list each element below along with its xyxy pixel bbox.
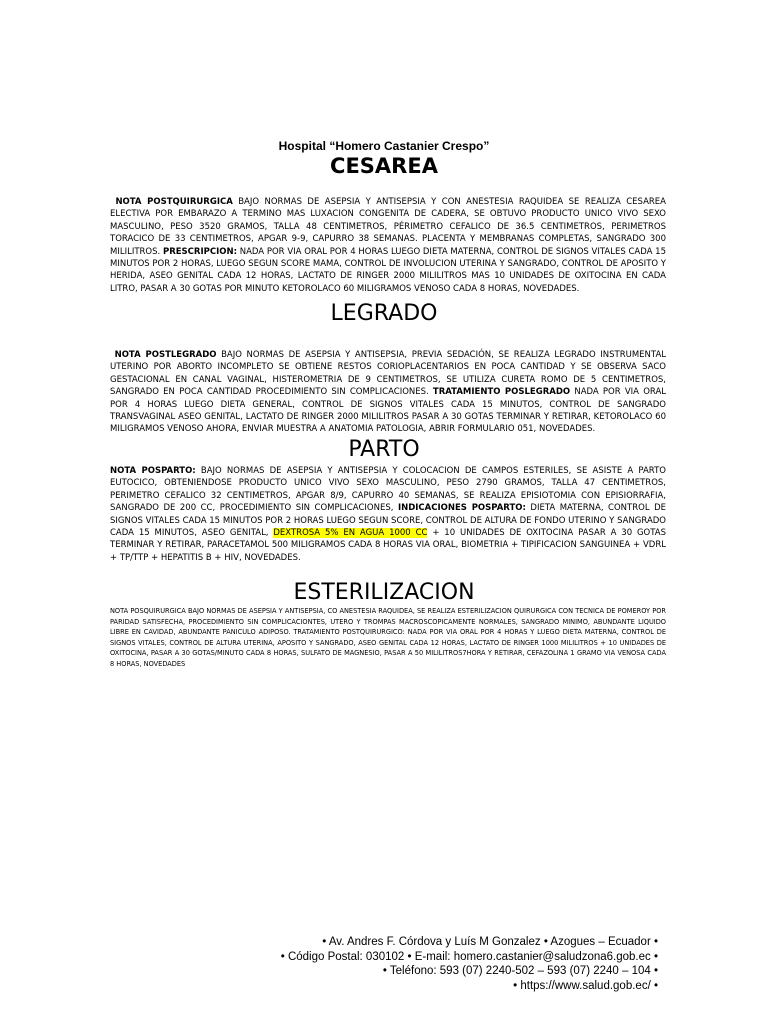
parto-note (110, 465, 666, 564)
parto-indications-body: DIETA MATERNA, CONTROL DE SIGNOS VITALES CADA 15 MINUTOS POR 2 HORAS LUEGO SEGUN SCORE, CONTROL DE ALTURA DE FONDO UTERINO Y SANGRADO CADA 15 MINUTOS, ASEO GENITAL, (110, 503, 666, 539)
cesarea-note-lead: NOTA POSTQUIRURGICA (115, 197, 233, 207)
legrado-treatment-body: NADA POR VIA ORAL POR 4 HORAS LUEGO DIETA GENERAL, CONTROL DE SIGNOS VITALES CADA 15 MINUTOS, CONTROL DE SANGRADO TRANSVAGINAL ASEO GENITAL, LACTATO DE RINGER 2000 MILILITROS PASAR A 30 GOTAS TERMINAR Y RETIRAR, KETOROLACO 60 MILIGRAMOS VENOSO AHORA, ENVIAR MUESTRA A ANATOMIA PATOLOGIA, ABRIR FORMULARIO 051, NOVEDADES. (110, 387, 667, 435)
footer-phone: • Teléfono: 593 (07) 2240-502 – 593 (07) 2240 – 104 • (382, 965, 658, 977)
footer-postal-email: • Código Postal: 030102 • E-mail: homero.castanier@saludzona6.gob.ec • (280, 950, 658, 963)
legrado-note-lead: NOTA POSTLEGRADO (114, 350, 217, 360)
hospital-name: Hospital “Homero Castanier Crespo” (278, 139, 490, 153)
page-title: CESAREA (330, 154, 438, 178)
highlighted-dextrosa: DEXTROSA 5% EN AGUA 1000 CC (273, 528, 428, 539)
cesarea-prescription-label: PRESCRIPCION: (162, 246, 237, 257)
esterilizacion-note: NOTA POSQUIRURGICA BAJO NORMAS DE ASEPSIA Y ANTISEPSIA, CO ANESTESIA RAQUIDEA, SE REALIZA ESTERILIZACION QUIRURGICA CON TECNICA DE POMEROY POR PARIDAD SATISFECHA, PROCEDIMIENTO SIN COMPLICACIONTES, UTERO Y TROMPAS MACROSCOPICAMENTE NORMALES, SANGRADO MINIMO, ABUNDANTE LIQUIDO LIBRE EN CAVIDAD, ABUNDANTE PANICULO ADIPOSO. TRATAMIENTO POSTQUIRURGICO: NADA POR VIA ORAL POR 4 HORAS Y LUEGO DIETA MATERNA, CONTROL DE SIGNOS VITALES, CONTROL DE ALTURA UTERINA, APOSITO Y SANGRADO, ASEO GENITAL CADA 12 HORAS, LACTATO DE RINGER 1000 MILILITROS + 10 UNIDADES DE OXITOCINA, PASAR A 30 GOTAS/MINUTO CADA 8 HORAS, SULFATO DE MAGNESIO, PASAR A 50 MILILITROS7HORA Y RETIRAR, CEFAZOLINA 1 GRAMO VIA VENOSA CADA 8 HORAS, NOVEDADES (110, 607, 666, 668)
legrado-treatment-label: TRATAMIENTO POSLEGRADO (432, 387, 571, 398)
legrado-note (110, 349, 666, 436)
parto-indications-body-end: + 10 UNIDADES DE OXITOCINA PASAR A 30 GOTAS TERMINAR Y RETIRAR, PARACETAMOL 500 MILIGRAMOS CADA 8 HORAS VIA ORAL, BIOMETRIA + TIPIFICACION SANGUINEA + VDRL + TP/TTP + HEPATITIS B + HIV, NOVEDADES. (110, 528, 666, 563)
parto-note-body: BAJO NORMAS DE ASEPSIA Y ANTISEPSIA Y COLOCACION DE CAMPOS ESTERILES, SE ASISTE A PARTO EUTOCICO, OBTENIENDOSE PRODUCTO UNICO VIVO SEXO MASCULINO, PESO 2790 GRAMOS, TALLA 47 CENTIMETROS, PERIMETRO CEFALICO 32 CENTIMETROS, APGAR 8/9, CAPURRO 40 SEMANAS, SE REALIZA EPISIOTOMIA CON EPISIORRAFIA, SANGRADO DE 200 CC, PROCEDIMIENTO SIN COMPLICACIONES, (110, 466, 666, 514)
cesarea-note-body: BAJO NORMAS DE ASEPSIA Y ANTISEPSIA Y CON ANESTESIA RAQUIDEA SE REALIZA CESAREA ELECTIVA POR EMBARAZO A TERMINO MAS LUXACION CONGENITA DE CADERA, SE OBTUVO PRODUCTO UNICO VIVO SEXO MASCULINO, PESO 3520 GRAMOS, TALLA 48 CENTIMETROS, PÉRIMETRO CEFALICO DE 36.5 CENTIMETROS, PERIMETROS TORACICO DE 33 CENTIMETROS, APGAR 9-9, CAPURRO 38 SEMANAS. PLACENTA Y MEMBRANAS COMPLETAS, SANGRADO 300 MILILITROS. (110, 197, 666, 257)
cesarea-note (110, 196, 666, 295)
footer-address: • Av. Andres F. Córdova y Luís M Gonzalez • Azogues – Ecuador • (322, 936, 658, 948)
parto-note-lead: NOTA POSPARTO: (110, 466, 196, 476)
parto-indications-label: INDICACIONES POSPARTO: (397, 503, 526, 514)
legrado-title: LEGRADO (330, 301, 438, 326)
legrado-note-body: BAJO NORMAS DE ASEPSIA Y ANTISEPSIA, PREVIA SEDACIÓN, SE REALIZA LEGRADO INSTRUMENTAL UTERINO POR ABORTO INCOMPLETO SE OBTIENE RESTOS CORIOPLACENTARIOS EN POCA CANTIDAD Y SE OBSERVA SACO GESTACIONAL EN CANAL VAGINAL, HISTEROMETRIA DE 9 CENTIMETROS, SE UTILIZA CURETA ROMO DE 5 CENTIMETROS, SANGRADO EN POCA CANTIDAD PROCEDIMIENTO SIN COMPLICACIONES. (110, 350, 666, 398)
parto-title: PARTO (348, 437, 420, 462)
footer-website: • https://www.salud.gob.ec/ • (513, 979, 658, 992)
cesarea-prescription-body: NADA POR VIA ORAL POR 4 HORAS LUEGO DIETA MATERNA, CONTROL DE SIGNOS VITALES CADA 15 MINUTOS POR 2 HORAS, LUEGO SEGUN SCORE MAMA, CONTROL DE INVOLUCION UTERINA Y SANGRADO, CONTROL DE APOSITO Y HERIDA, ASEO GENITAL CADA 12 HORAS, LACTATO DE RINGER 2000 MILILITROS MAS 10 UNIDADES DE OXITOCINA EN CADA LITRO, PASAR A 30 GOTAS POR MINUTO KETOROLACO 60 MILIGRAMOS VENOSO CADA 8 HORAS, NOVEDADES. (110, 246, 666, 294)
footer-contact (281, 935, 658, 993)
esterilizacion-title: ESTERILIZACION (293, 580, 475, 605)
